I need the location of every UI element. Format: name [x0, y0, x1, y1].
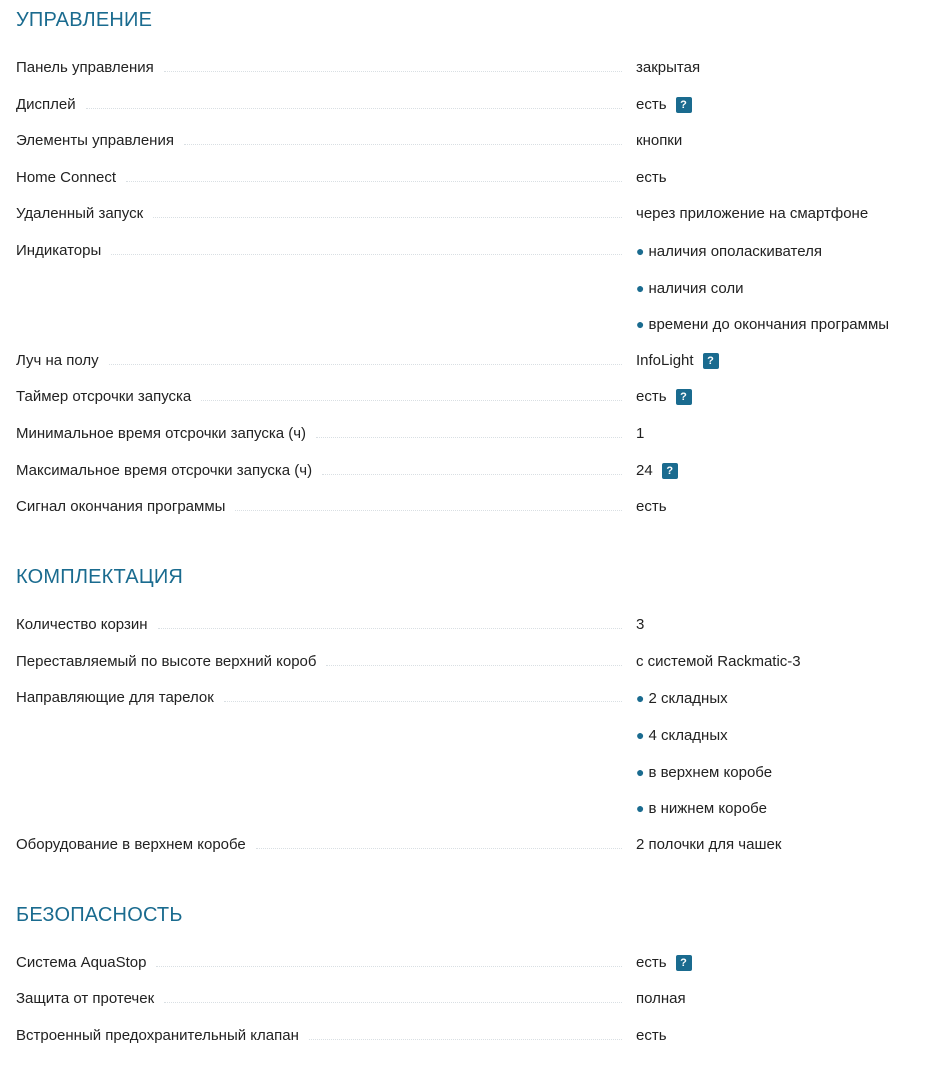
spec-value-line — [636, 835, 926, 855]
spec-value-line — [636, 387, 926, 407]
spec-section — [16, 557, 934, 855]
dotted-leader — [322, 461, 622, 475]
dotted-leader — [158, 615, 622, 629]
spec-value-line — [636, 351, 926, 371]
spec-label-cell — [16, 1026, 636, 1046]
spec-value-list-item — [636, 688, 926, 708]
spec-label: Home Connect — [16, 168, 117, 186]
spec-value-cell — [636, 424, 926, 444]
dotted-leader — [326, 652, 622, 666]
spec-value-line — [636, 615, 926, 635]
spec-value-cell — [636, 989, 926, 1009]
spec-value: есть — [636, 1026, 667, 1044]
spec-label-cell — [16, 461, 636, 481]
spec-value: закрытая — [636, 59, 701, 76]
spec-value-cell — [636, 835, 926, 855]
spec-label-cell — [16, 835, 636, 855]
spec-value: 4 складных — [648, 726, 728, 744]
spec-row — [16, 168, 934, 188]
spec-label: Минимальное время отсрочки запуска (ч) — [16, 424, 307, 442]
spec-value-cell — [636, 95, 926, 115]
bullet-icon: ● — [636, 279, 645, 296]
spec-value-cell — [636, 351, 926, 371]
spec-row — [16, 989, 934, 1009]
spec-label: Панель управления — [16, 59, 154, 76]
spec-value-cell — [636, 241, 926, 334]
spec-label-cell — [16, 953, 636, 973]
spec-label-cell — [16, 204, 636, 224]
spec-row — [16, 688, 934, 818]
spec-value-cell — [636, 497, 926, 517]
spec-value-cell — [636, 58, 926, 78]
spec-value-cell — [636, 615, 926, 635]
spec-value-list-item — [636, 241, 926, 261]
spec-value: есть — [636, 498, 667, 516]
spec-row — [16, 652, 934, 672]
dotted-leader — [184, 131, 622, 145]
spec-row — [16, 461, 934, 481]
bullet-icon: ● — [636, 690, 645, 707]
spec-label-cell — [16, 241, 636, 261]
dotted-leader — [256, 835, 622, 849]
bullet-icon: ● — [636, 800, 645, 817]
spec-value: с системой Rackmatic-3 — [636, 652, 801, 670]
dotted-leader — [156, 953, 622, 967]
spec-value-list-item — [636, 725, 926, 745]
spec-value-line — [636, 1026, 926, 1046]
bullet-icon: ● — [636, 316, 645, 333]
spec-value-line — [636, 95, 926, 115]
spec-value: 2 полочки для чашек — [636, 835, 782, 853]
spec-label: Таймер отсрочки запуска — [16, 388, 192, 406]
spec-value: 3 — [636, 616, 645, 634]
spec-value: 1 — [636, 424, 645, 442]
spec-row — [16, 351, 934, 371]
dotted-leader — [316, 424, 622, 438]
spec-value-cell — [636, 953, 926, 973]
spec-value-list-item — [636, 798, 926, 818]
spec-label: Направляющие для тарелок — [16, 689, 214, 707]
spec-row — [16, 1026, 934, 1046]
dotted-leader — [224, 688, 622, 702]
spec-value: в нижнем коробе — [648, 800, 767, 818]
spec-value-list-item — [636, 278, 926, 298]
spec-value-line — [636, 461, 926, 481]
spec-value-cell — [636, 387, 926, 407]
spec-label-cell — [16, 168, 636, 188]
spec-table — [16, 58, 934, 517]
spec-value: в верхнем коробе — [648, 763, 773, 781]
spec-label-cell — [16, 615, 636, 635]
spec-value: полная — [636, 990, 686, 1008]
spec-row — [16, 387, 934, 407]
spec-row — [16, 95, 934, 115]
help-icon[interactable]: ? — [676, 389, 692, 405]
spec-section — [16, 895, 934, 1046]
spec-label-cell — [16, 95, 636, 115]
spec-value-line — [636, 58, 926, 78]
spec-value-cell — [636, 1026, 926, 1046]
spec-value-line — [636, 497, 926, 517]
spec-row — [16, 58, 934, 78]
spec-value-cell — [636, 168, 926, 188]
section-title: КОМПЛЕКТАЦИЯ — [16, 566, 184, 589]
spec-value-list-item — [636, 314, 926, 334]
spec-label: Переставляемый по высоте верхний короб — [16, 652, 317, 670]
spec-row — [16, 204, 934, 224]
spec-row — [16, 241, 934, 334]
spec-label: Луч на полу — [16, 351, 99, 369]
spec-label-cell — [16, 387, 636, 407]
spec-label: Система AquaStop — [16, 953, 147, 971]
spec-value: наличия соли — [648, 279, 744, 297]
spec-value-cell — [636, 204, 926, 224]
spec-label: Количество корзин — [16, 616, 148, 634]
spec-value-line — [636, 424, 926, 444]
help-icon[interactable]: ? — [662, 463, 678, 479]
dotted-leader — [153, 204, 622, 218]
spec-value: есть — [636, 95, 667, 113]
spec-row — [16, 953, 934, 973]
spec-value-line — [636, 204, 926, 224]
spec-label-cell — [16, 424, 636, 444]
spec-section — [16, 0, 934, 517]
dotted-leader — [164, 58, 622, 72]
spec-table — [16, 953, 934, 1046]
spec-label-cell — [16, 351, 636, 371]
spec-label-cell — [16, 688, 636, 708]
bullet-icon: ● — [636, 242, 645, 259]
spec-label-cell — [16, 131, 636, 151]
dotted-leader — [109, 351, 622, 365]
spec-label-cell — [16, 497, 636, 517]
spec-value: есть — [636, 168, 667, 186]
dotted-leader — [309, 1026, 622, 1040]
help-icon[interactable]: ? — [703, 353, 719, 369]
help-icon[interactable]: ? — [676, 955, 692, 971]
spec-value-cell — [636, 131, 926, 151]
spec-label: Сигнал окончания программы — [16, 498, 226, 516]
dotted-leader — [201, 387, 622, 401]
spec-label: Дисплей — [16, 95, 76, 113]
dotted-leader — [111, 241, 622, 255]
spec-value-line — [636, 131, 926, 151]
spec-label: Оборудование в верхнем коробе — [16, 835, 246, 853]
section-title: БЕЗОПАСНОСТЬ — [16, 903, 183, 926]
bullet-icon: ● — [636, 726, 645, 743]
spec-row — [16, 615, 934, 635]
spec-label: Защита от протечек — [16, 990, 155, 1008]
spec-label: Встроенный предохранительный клапан — [16, 1026, 299, 1044]
spec-value-cell — [636, 461, 926, 481]
spec-label-cell — [16, 58, 636, 78]
spec-value-list-item — [636, 762, 926, 782]
spec-label: Индикаторы — [16, 241, 102, 259]
spec-row — [16, 424, 934, 444]
bullet-icon: ● — [636, 763, 645, 780]
dotted-leader — [164, 989, 622, 1003]
spec-value-cell — [636, 688, 926, 818]
spec-label: Элементы управления — [16, 132, 174, 150]
spec-value: 2 складных — [648, 690, 728, 708]
spec-table — [16, 615, 934, 855]
spec-value-line — [636, 168, 926, 188]
dotted-leader — [86, 95, 622, 109]
spec-value: есть — [636, 953, 667, 971]
spec-label: Максимальное время отсрочки запуска (ч) — [16, 461, 313, 479]
spec-row — [16, 835, 934, 855]
dotted-leader — [126, 168, 622, 182]
section-title: УПРАВЛЕНИЕ — [16, 9, 153, 31]
spec-value: 24 — [636, 461, 653, 479]
spec-value-line — [636, 953, 926, 973]
spec-row — [16, 131, 934, 151]
specifications — [16, 0, 934, 1046]
spec-value: кнопки — [636, 132, 683, 150]
spec-value: через приложение на смартфоне — [636, 205, 869, 223]
spec-label: Удаленный запуск — [16, 205, 144, 223]
spec-value-cell — [636, 652, 926, 672]
spec-value: времени до окончания программы — [648, 316, 890, 334]
spec-value: есть — [636, 388, 667, 406]
spec-label-cell — [16, 989, 636, 1009]
spec-value: InfoLight — [636, 351, 694, 369]
spec-value: наличия ополаскивателя — [648, 242, 822, 260]
help-icon[interactable]: ? — [676, 97, 692, 113]
spec-label-cell — [16, 652, 636, 672]
spec-value-line — [636, 989, 926, 1009]
spec-row — [16, 497, 934, 517]
dotted-leader — [235, 497, 622, 511]
spec-value-line — [636, 652, 926, 672]
